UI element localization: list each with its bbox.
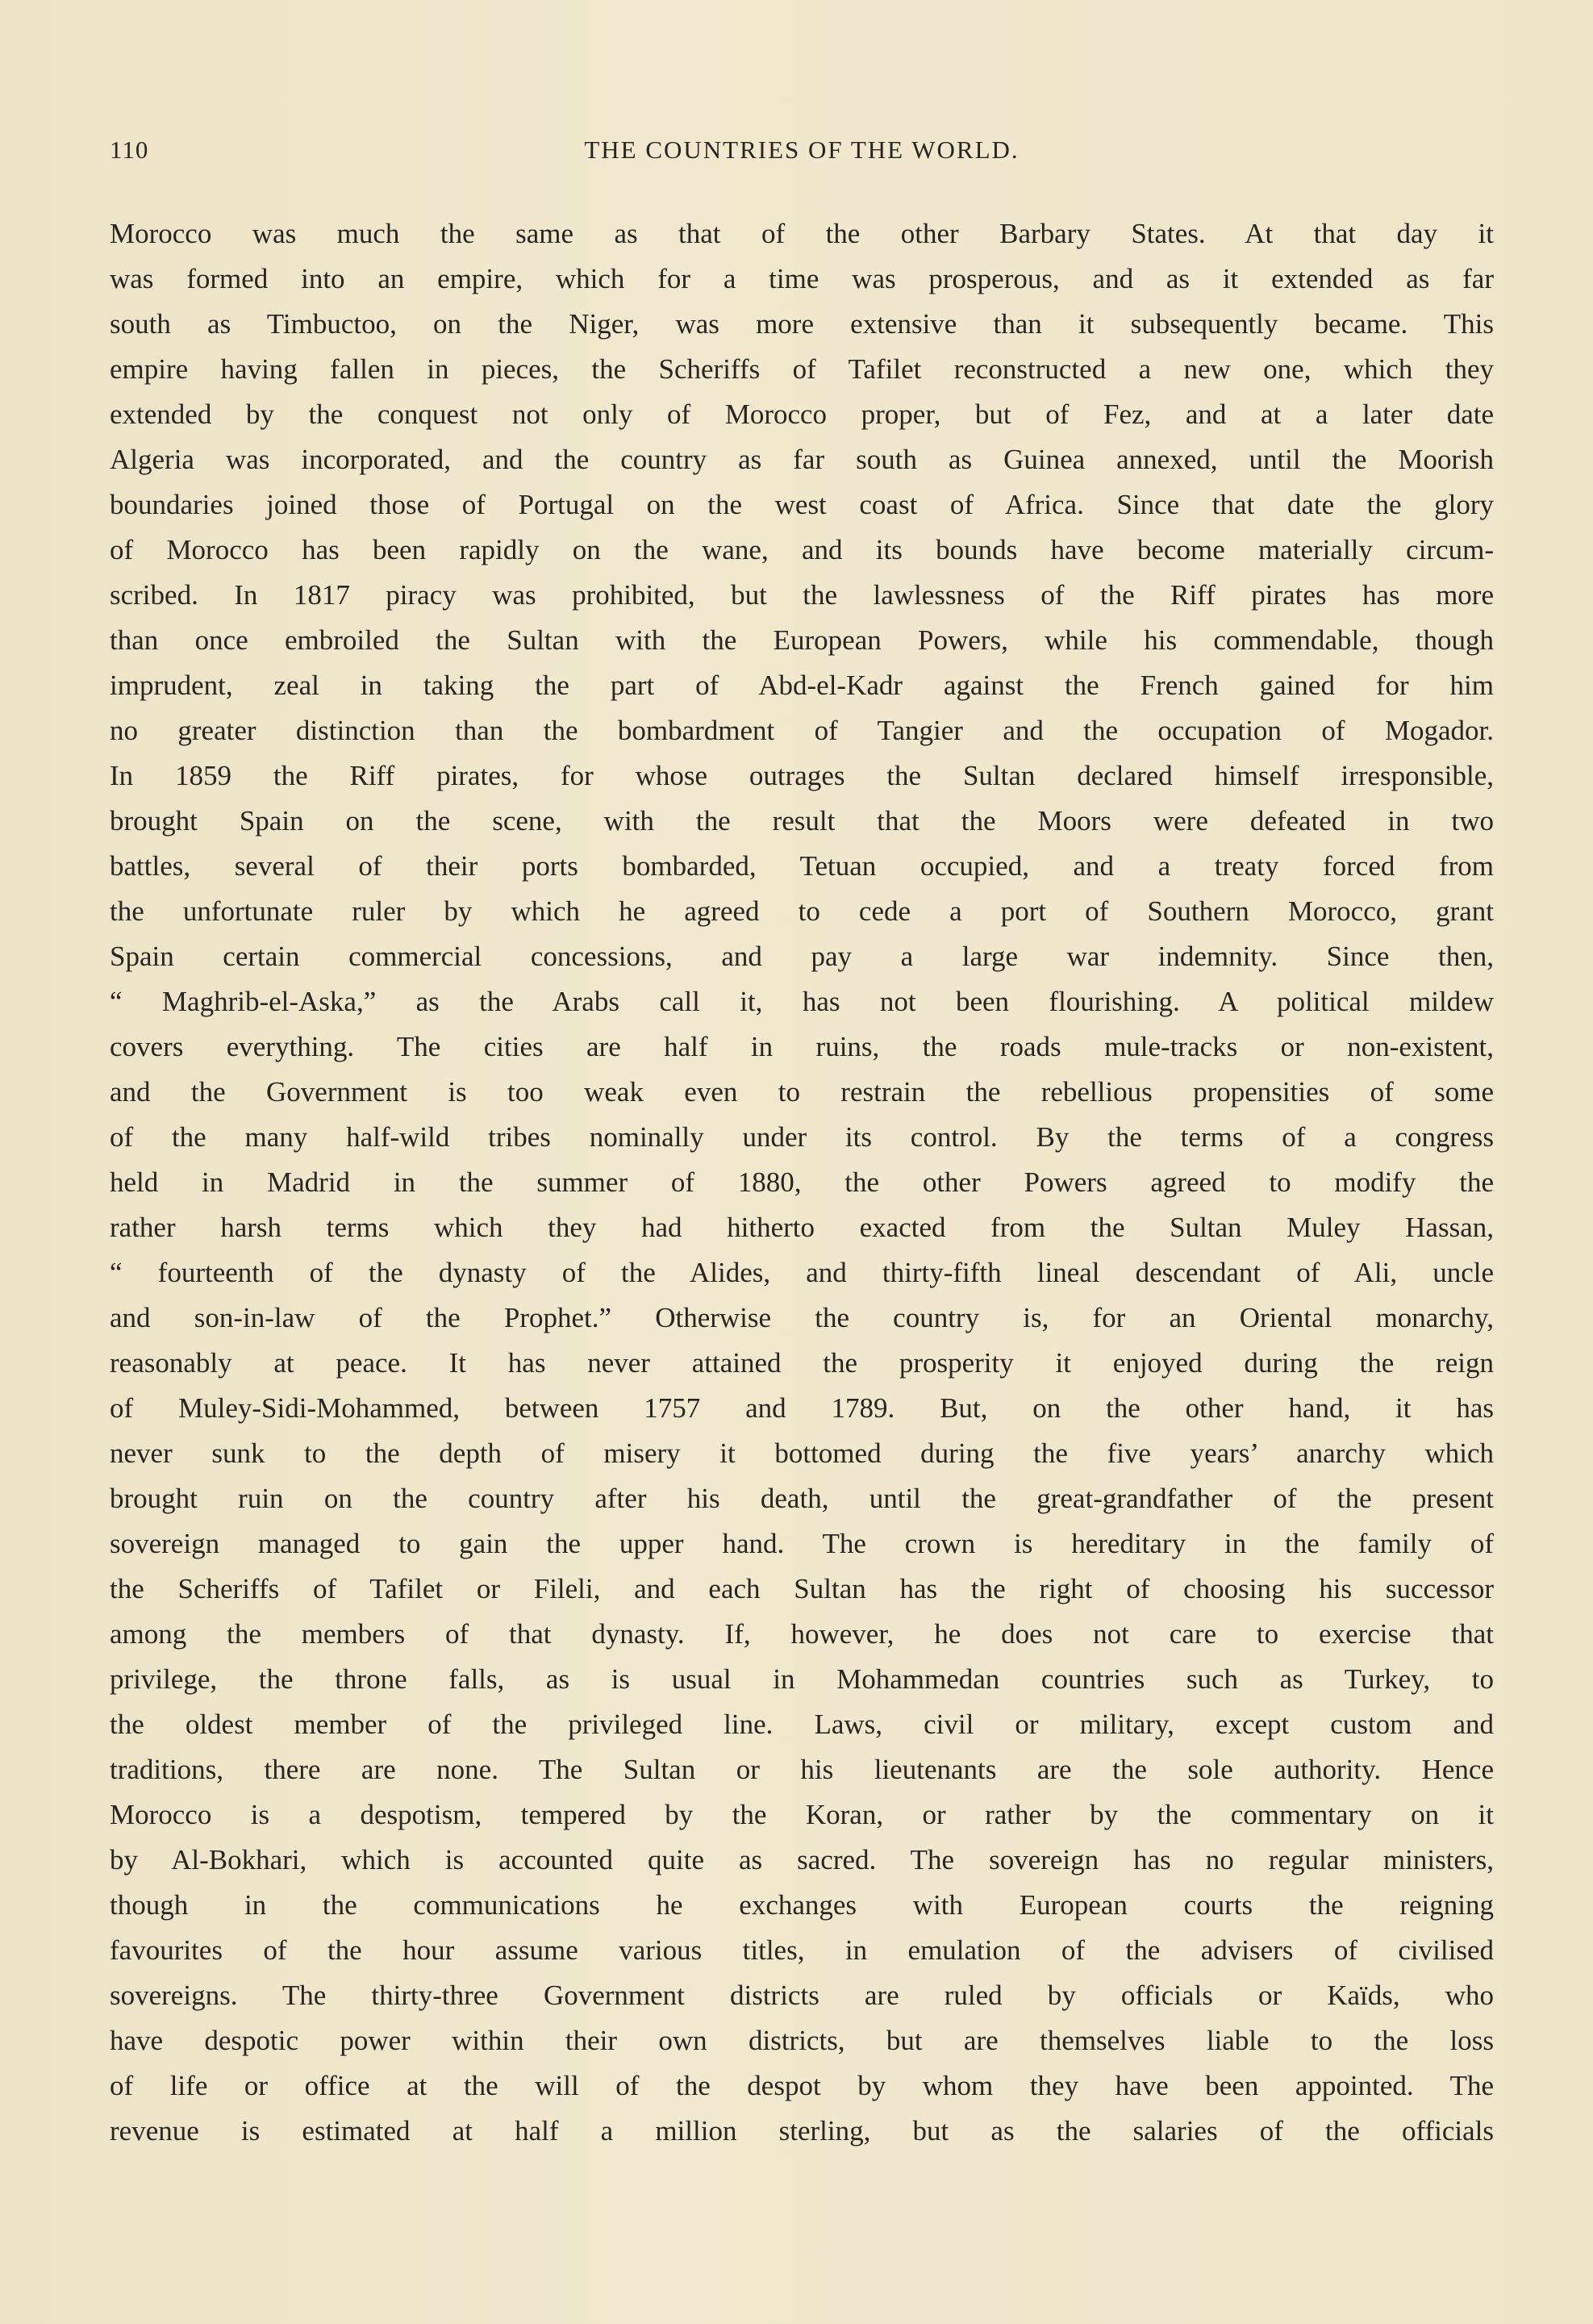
text-line: extended by the conquest not only of Morocco proper, but of Fez, and at a later date <box>110 398 1494 430</box>
text-line: than once embroiled the Sultan with the European Powers, while his commendable, though <box>110 624 1494 656</box>
text-line: among the members of that dynasty. If, however, he does not care to exercise that <box>110 1618 1494 1650</box>
text-line: empire having fallen in pieces, the Scheriffs of Tafilet reconstructed a new one, which they <box>110 353 1494 385</box>
running-head <box>110 136 1494 176</box>
text-line: the unfortunate ruler by which he agreed to cede a port of Southern Morocco, grant <box>110 895 1494 927</box>
text-line: sovereign managed to gain the upper hand. The crown is hereditary in the family of <box>110 1528 1494 1559</box>
text-line: boundaries joined those of Portugal on the west coast of Africa. Since that date the glory <box>110 489 1494 520</box>
text-line: and the Government is too weak even to restrain the rebellious propensities of some <box>110 1076 1494 1108</box>
text-line: privilege, the throne falls, as is usual in Mohammedan countries such as Turkey, to <box>110 1663 1494 1695</box>
text-line: In 1859 the Riff pirates, for whose outrages the Sultan declared himself irresponsible, <box>110 760 1494 791</box>
text-line: scribed. In 1817 piracy was prohibited, but the lawlessness of the Riff pirates has more <box>110 579 1494 611</box>
text-line: of Morocco has been rapidly on the wane, and its bounds have become materially circum- <box>110 534 1494 565</box>
text-line: have despotic power within their own districts, but are themselves liable to the loss <box>110 2025 1494 2056</box>
text-line: covers everything. The cities are half in ruins, the roads mule-tracks or non-existent, <box>110 1031 1494 1062</box>
text-line: rather harsh terms which they had hitherto exacted from the Sultan Muley Hassan, <box>110 1212 1494 1243</box>
text-line: and son-in-law of the Prophet.” Otherwise the country is, for an Oriental monarchy, <box>110 1302 1494 1333</box>
text-line: by Al-Bokhari, which is accounted quite as sacred. The sovereign has no regular ministers, <box>110 1844 1494 1875</box>
text-line: the Scheriffs of Tafilet or Fileli, and each Sultan has the right of choosing his successor <box>110 1573 1494 1604</box>
text-line: battles, several of their ports bombarded, Tetuan occupied, and a treaty forced from <box>110 850 1494 882</box>
running-title: THE COUNTRIES OF THE WORLD. <box>584 136 1020 164</box>
text-line: revenue is estimated at half a million sterling, but as the salaries of the officials <box>110 2115 1494 2147</box>
text-line: Algeria was incorporated, and the country as far south as Guinea annexed, until the Moorish <box>110 444 1494 475</box>
body-text <box>110 211 1494 2154</box>
text-line: held in Madrid in the summer of 1880, the other Powers agreed to modify the <box>110 1166 1494 1198</box>
text-line: brought ruin on the country after his death, until the great-grandfather of the present <box>110 1483 1494 1514</box>
page-number: 110 <box>110 136 149 164</box>
text-line: Spain certain commercial concessions, and pay a large war indemnity. Since then, <box>110 941 1494 972</box>
text-line: favourites of the hour assume various titles, in emulation of the advisers of civilised <box>110 1934 1494 1966</box>
text-line: though in the communications he exchanges with European courts the reigning <box>110 1889 1494 1921</box>
text-line: of the many half-wild tribes nominally under its control. By the terms of a congress <box>110 1121 1494 1153</box>
text-line: sovereigns. The thirty-three Government districts are ruled by officials or Kaïds, who <box>110 1980 1494 2011</box>
text-line: “ Maghrib-el-Aska,” as the Arabs call it, has not been flourishing. A political mildew <box>110 986 1494 1017</box>
text-line: of life or office at the will of the despot by whom they have been appointed. The <box>110 2070 1494 2101</box>
text-line: was formed into an empire, which for a time was prosperous, and as it extended as far <box>110 263 1494 294</box>
text-line: no greater distinction than the bombardment of Tangier and the occupation of Mogador. <box>110 715 1494 746</box>
text-line: Morocco is a despotism, tempered by the Koran, or rather by the commentary on it <box>110 1799 1494 1830</box>
text-line: the oldest member of the privileged line. Laws, civil or military, except custom and <box>110 1709 1494 1740</box>
text-line: never sunk to the depth of misery it bottomed during the five years’ anarchy which <box>110 1437 1494 1469</box>
text-line: traditions, there are none. The Sultan or his lieutenants are the sole authority. Hence <box>110 1754 1494 1785</box>
text-line: Morocco was much the same as that of the other Barbary States. At that day it <box>110 218 1494 249</box>
text-line: of Muley-Sidi-Mohammed, between 1757 and 1789. But, on the other hand, it has <box>110 1392 1494 1424</box>
text-line: brought Spain on the scene, with the result that the Moors were defeated in two <box>110 805 1494 837</box>
text-line: “ fourteenth of the dynasty of the Alides, and thirty-fifth lineal descendant of Ali, uncle <box>110 1257 1494 1288</box>
text-line: south as Timbuctoo, on the Niger, was more extensive than it subsequently became. This <box>110 308 1494 340</box>
text-line: imprudent, zeal in taking the part of Abd-el-Kadr against the French gained for him <box>110 670 1494 701</box>
text-line: reasonably at peace. It has never attained the prosperity it enjoyed during the reign <box>110 1347 1494 1379</box>
